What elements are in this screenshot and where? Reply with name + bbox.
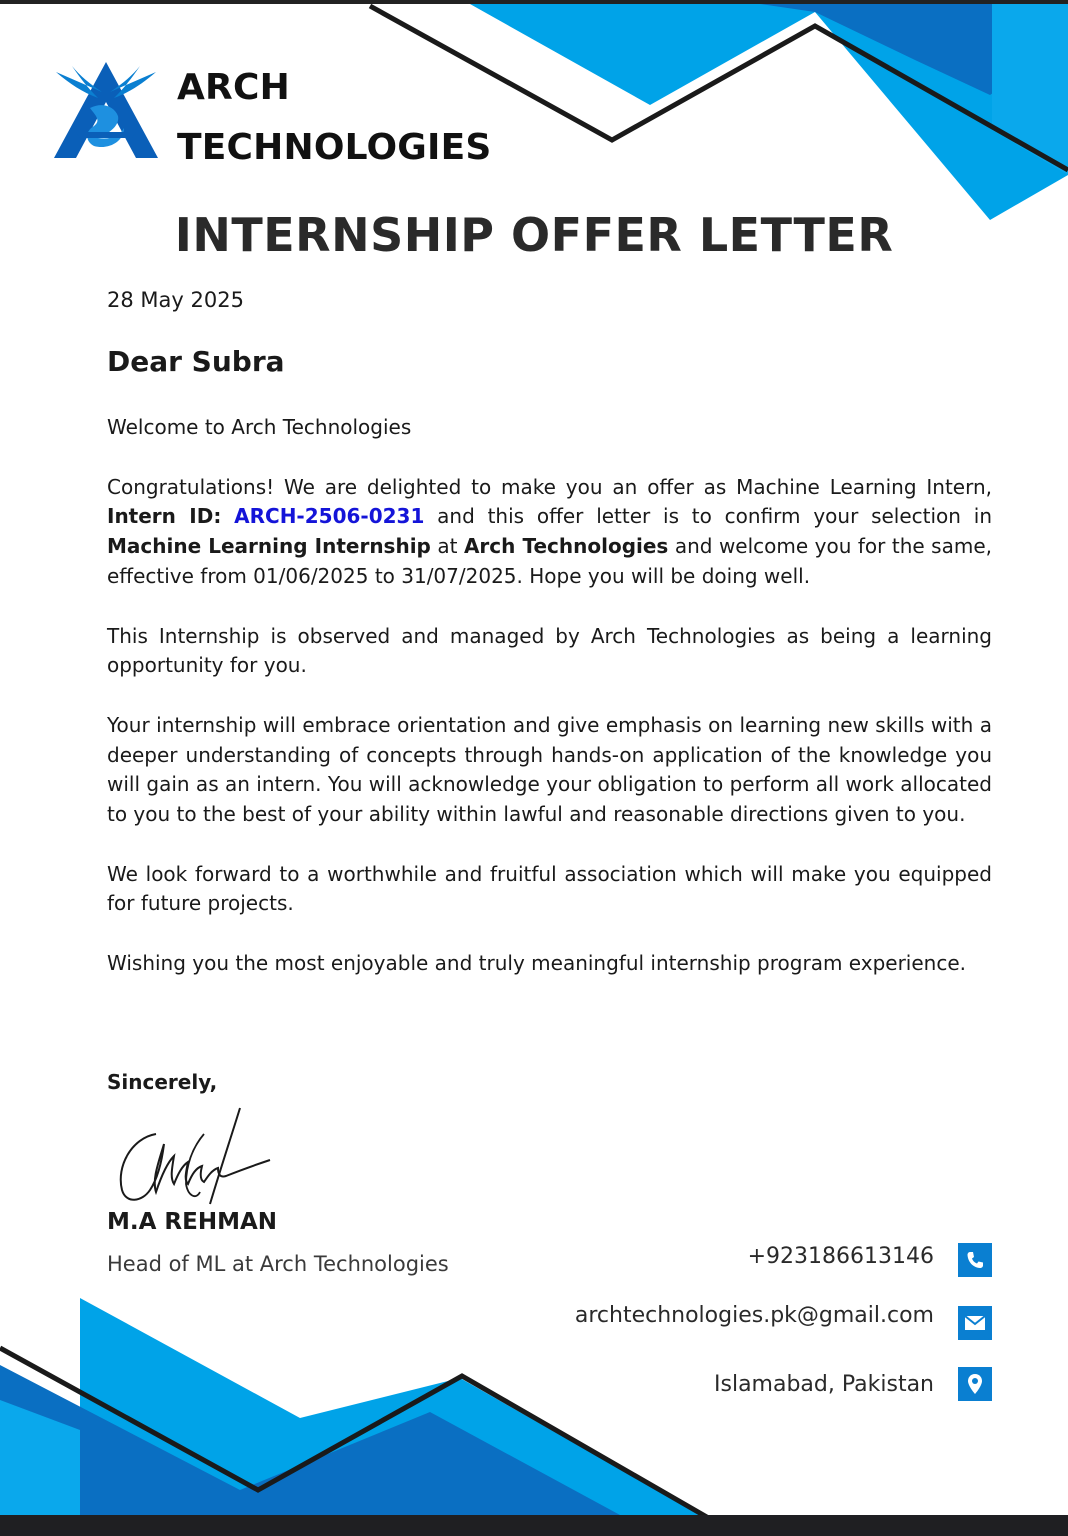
offer-text-b: and this offer letter is to confirm your selection in [424, 504, 992, 529]
offer-text-c: at [430, 534, 464, 559]
arch-logo-icon [50, 58, 162, 162]
program-name: Machine Learning Internship [107, 534, 431, 559]
closing: Sincerely, [107, 1070, 218, 1094]
offer-text-d: and welcome you for the same, effective from 01/06/2025 to 31/07/2025. Hope you will be doing well. [107, 534, 993, 588]
phone-icon [958, 1243, 992, 1277]
intern-id-value: ARCH-2506-0231 [234, 504, 425, 529]
contact-phone: +923186613146 [747, 1244, 934, 1269]
company-name-line2: TECHNOLOGIES [177, 127, 492, 168]
signer-role: Head of ML at Arch Technologies [107, 1252, 449, 1276]
signature-image [112, 1104, 282, 1208]
greeting: Dear Subra [107, 345, 285, 378]
company-name-inline: Arch Technologies [463, 534, 669, 559]
bottom-edge-bar [0, 1515, 1068, 1536]
signer-name: M.A REHMAN [107, 1209, 278, 1235]
location-pin-icon [958, 1367, 992, 1401]
letter-title: INTERNSHIP OFFER LETTER [174, 208, 894, 262]
paragraph-offer [107, 473, 992, 592]
paragraph-association: We look forward to a worthwhile and fruitful association which will make you equipped for future projects. [107, 861, 992, 916]
mail-icon [958, 1306, 992, 1340]
paragraph-wishes: Wishing you the most enjoyable and truly meaningful internship program experience. [107, 951, 966, 976]
letter-date: 28 May 2025 [107, 288, 244, 312]
paragraph-observed: This Internship is observed and managed by Arch Technologies as being a learning opportunity for you. [107, 623, 992, 678]
contact-location: Islamabad, Pakistan [714, 1372, 934, 1397]
letter-body [107, 413, 992, 1009]
company-name-line1: ARCH [177, 67, 290, 108]
paragraph-orientation: Your internship will embrace orientation and give emphasis on learning new skills with a deeper understanding of concepts through hands-on application of the knowledge you will gain as an intern. You will acknowledge your obligation to perform all work allocated to you to the best of your ability within lawful and reasonable directions given to you. [107, 712, 992, 827]
company-name [177, 58, 492, 178]
offer-text-a: Congratulations! We are delighted to make you an offer as Machine Learning Intern, [107, 474, 992, 499]
intern-id-label: Intern ID: [107, 504, 222, 529]
welcome-line: Welcome to Arch Technologies [107, 415, 412, 439]
contact-email: archtechnologies.pk@gmail.com [574, 1303, 934, 1328]
